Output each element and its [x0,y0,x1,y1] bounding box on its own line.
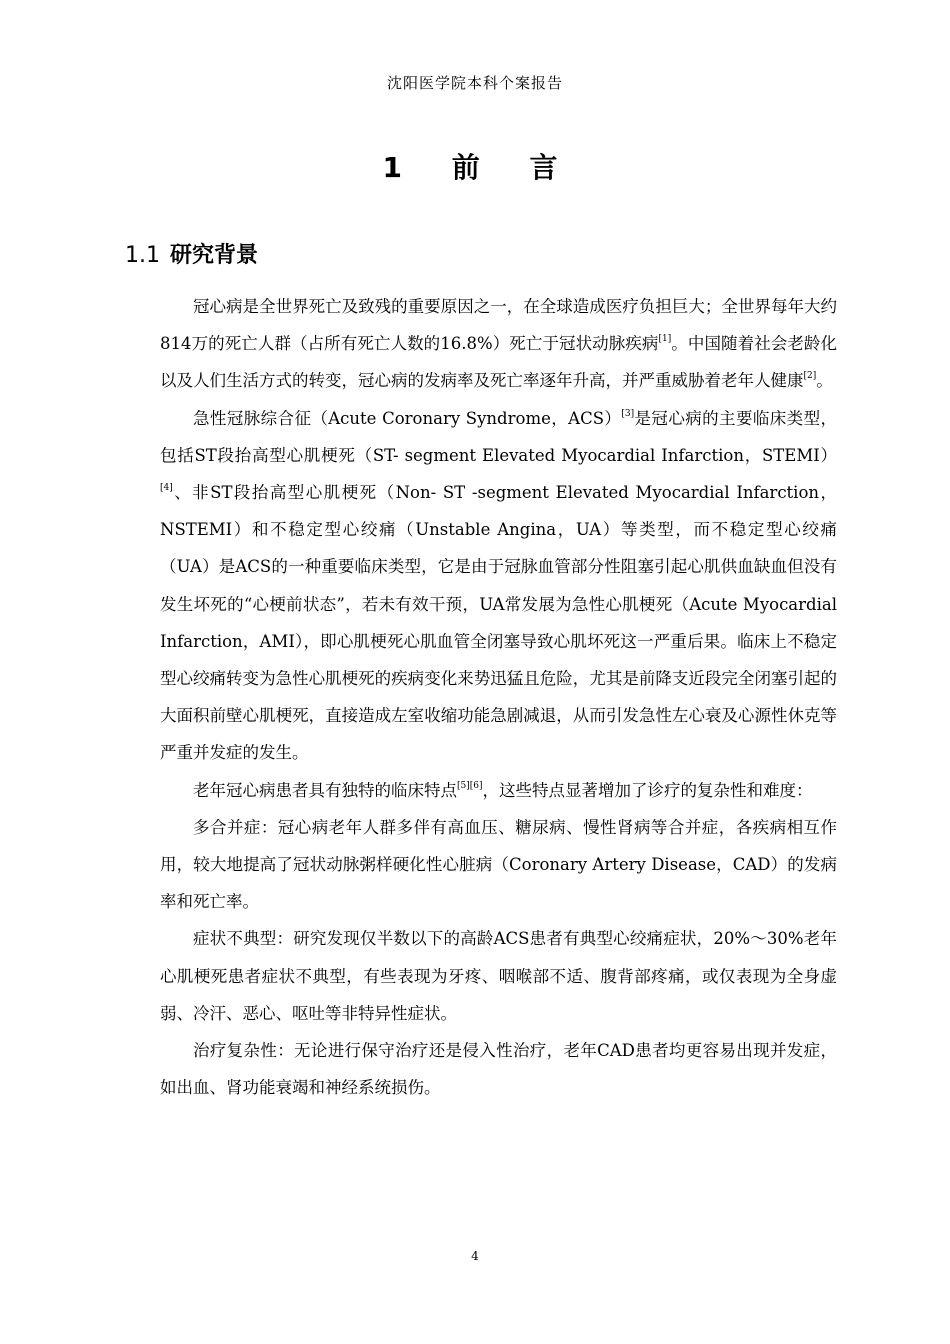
paragraph-text: 。中国随着社会老龄化以及人们生活方式的转变，冠心病的发病率及死亡率逐年升高，并严重威胁着老年人健康 [160,334,837,391]
section-heading [125,238,258,269]
paragraph-text: 是冠心病的主要临床类型，包括ST段抬高型心肌梗死（ST- segment Elevated Myocardial Infarction，STEMI） [160,408,837,465]
body-text [160,288,837,1106]
paragraph-text: ，这些特点显著增加了诊疗的复杂性和难度： [482,780,813,800]
paragraph-text: 急性冠脉综合征（Acute Coronary Syndrome，ACS） [193,408,622,428]
paragraph-text: 治疗复杂性：无论进行保守治疗还是侵入性治疗，老年CAD患者均更容易出现并发症，如出血、肾功能衰竭和神经系统损伤。 [160,1041,837,1098]
paragraph-atypical-symptoms [160,920,837,1032]
paragraph-elderly-features [160,772,837,809]
citation-ref: [5][6] [457,780,483,791]
paragraph-text: 、非ST段抬高型心肌梗死（Non- ST -segment Elevated Myocardial Infarction，NSTEMI）和不稳定型心绞痛（Unstable Angina，UA）等类型，而不稳定型心绞痛（UA）是ACS的一种重要临床类型，它是由于冠脉血管部分性阻塞引起心肌供血缺血但没有发生坏死的“心梗前状态”，若未有效干预，UA常发展为急性心肌梗死（Acute Myocardial Infarction，AMI），即心肌梗死心肌血管全闭塞导致心肌坏死这一严重后果。临床上不稳定型心绞痛转变为急性心肌梗死的疾病变化来势迅猛且危险，尤其是前降支近段完全闭塞引起的大面积前壁心肌梗死，直接造成左室收缩功能急剧减退，从而引发急性左心衰及心源性休克等严重并发症的发生。 [160,483,837,763]
paragraph-treatment-complexity [160,1032,837,1106]
paragraph-text: 多合并症：冠心病老年人群多伴有高血压、糖尿病、慢性肾病等合并症，各疾病相互作用，较大地提高了冠状动脉粥样硬化性心脏病（Coronary Artery Disease，CAD）的发病率和死亡率。 [160,817,837,912]
paragraph-comorbidity [160,809,837,921]
page-number: 4 [471,1249,479,1263]
paragraph-background [160,288,837,400]
page-header: 沈阳医学院本科个案报告 [386,74,563,92]
citation-ref: [2] [803,371,817,382]
section-number: 1.1 [125,243,160,268]
chapter-title: 1 前 言 [382,151,568,184]
paragraph-text: 冠心病是全世界死亡及致残的重要原因之一，在全球造成医疗负担巨大；全世界每年大约814万的死亡人群（占所有死亡人数的16.8%）死亡于冠状动脉疾病 [160,297,837,354]
citation-ref: [3] [621,408,635,419]
paragraph-text: 症状不典型：研究发现仅半数以下的高龄ACS患者有典型心绞痛症状，20%～30%老年心肌梗死患者症状不典型，有些表现为牙疼、咽喉部不适、腹背部疼痛，或仅表现为全身虚弱、冷汗、恶心、呕吐等非特异性症状。 [160,929,837,1023]
paragraph-text: 。 [816,371,833,391]
paragraph-acs [160,400,837,772]
citation-ref: [1] [658,334,672,345]
paragraph-text: 老年冠心病患者具有独特的临床特点 [193,780,457,800]
section-title-text: 研究背景 [170,243,259,268]
citation-ref: [4] [160,483,173,494]
